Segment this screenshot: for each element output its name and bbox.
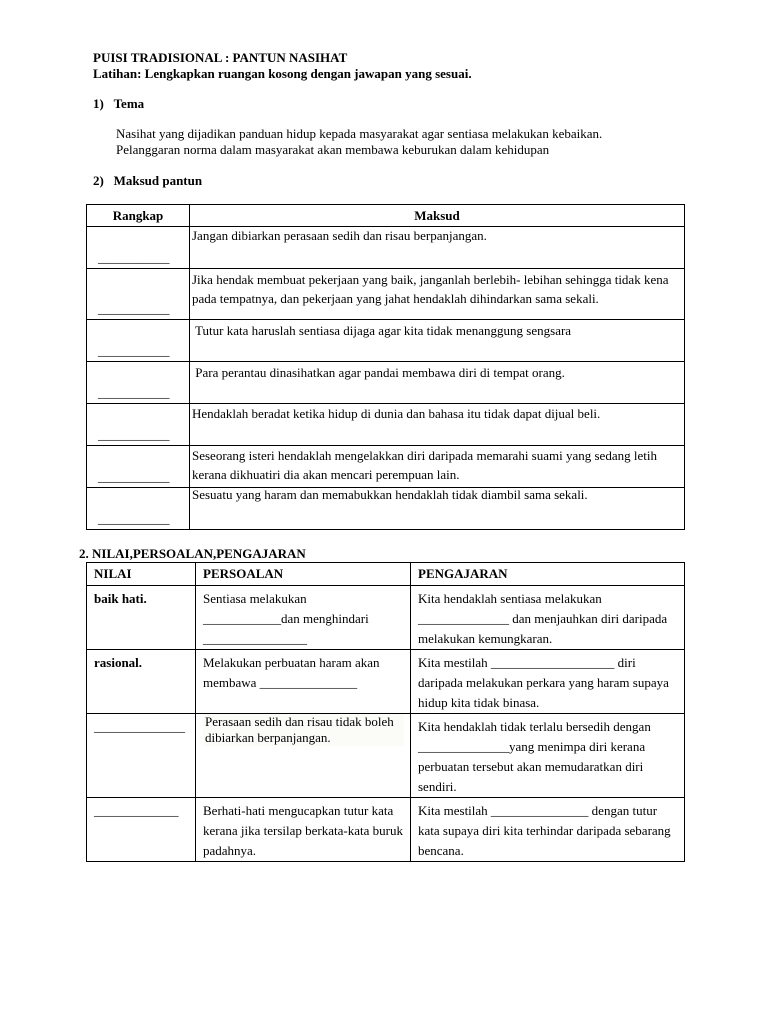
maksud-cell: Para perantau dinasihatkan agar pandai membawa diri di tempat orang. bbox=[190, 362, 685, 404]
persoalan-cell: Berhati-hati mengucapkan tutur kata kerana jika tersilap berkata-kata buruk padahnya. bbox=[196, 798, 411, 862]
column-header-maksud: Maksud bbox=[190, 205, 685, 227]
tema-line-1: Nasihat yang dijadikan panduan hidup kepada masyarakat agar sentiasa melakukan kebaikan. bbox=[116, 126, 603, 141]
maksud-cell: Jangan dibiarkan perasaan sedih dan risau berpanjangan. bbox=[190, 227, 685, 269]
document-title: PUISI TRADISIONAL : PANTUN NASIHAT bbox=[93, 50, 348, 65]
table-row bbox=[87, 446, 685, 488]
nilai-cell[interactable]: ______________ bbox=[87, 714, 196, 798]
table-row bbox=[87, 714, 685, 798]
table-row bbox=[87, 404, 685, 446]
persoalan-cell[interactable]: Melakukan perbuatan haram akan membawa _______________ bbox=[196, 650, 411, 714]
column-header-nilai: NILAI bbox=[87, 563, 196, 586]
persoalan-cell bbox=[196, 714, 411, 798]
maksud-header-row bbox=[87, 205, 685, 227]
column-header-persoalan: PERSOALAN bbox=[196, 563, 411, 586]
persoalan-text-box: Perasaan sedih dan risau tidak boleh dibiarkan berpanjangan. bbox=[203, 714, 404, 746]
maksud-cell: Sesuatu yang haram dan memabukkan hendaklah tidak diambil sama sekali. bbox=[190, 488, 685, 530]
maksud-cell: Jika hendak membuat pekerjaan yang baik, janganlah berlebih- lebihan sehingga tidak kena pada tempatnya, dan pekerjaan yang jahat hendaklah dihindarkan sama sekali. bbox=[190, 269, 685, 320]
rangkap-cell[interactable] bbox=[87, 488, 190, 530]
nilai-header-row bbox=[87, 563, 685, 586]
rangkap-cell[interactable] bbox=[87, 446, 190, 488]
table-row bbox=[87, 798, 685, 862]
pengajaran-cell[interactable]: Kita mestilah ___________________ diri daripada melakukan perkara yang haram supaya hidup kita tidak binasa. bbox=[411, 650, 685, 714]
column-header-pengajaran: PENGAJARAN bbox=[411, 563, 685, 586]
table-row bbox=[87, 650, 685, 714]
maksud-cell: Seseorang isteri hendaklah mengelakkan diri daripada memarahi suami yang sedang letih kerana dikhuatiri dia akan mencari perempuan lain. bbox=[190, 446, 685, 488]
maksud-table bbox=[86, 204, 685, 530]
table-row bbox=[87, 320, 685, 362]
nilai-cell[interactable]: _____________ bbox=[87, 798, 196, 862]
maksud-cell: Tutur kata haruslah sentiasa dijaga agar kita tidak menanggung sengsara bbox=[190, 320, 685, 362]
pengajaran-cell[interactable]: Kita hendaklah tidak terlalu bersedih dengan ______________yang menimpa diri kerana perbuatan tersebut akan memudaratkan diri sendiri. bbox=[411, 714, 685, 798]
blank-line: ___________ bbox=[98, 427, 170, 442]
section-tema-heading: 1) Tema bbox=[93, 96, 145, 111]
blank-line: ___________ bbox=[98, 301, 170, 316]
pengajaran-cell[interactable]: Kita hendaklah sentiasa melakukan ______________ dan menjauhkan diri daripada melakukan kemungkaran. bbox=[411, 586, 685, 650]
blank-line: ___________ bbox=[98, 469, 170, 484]
nilai-cell: baik hati. bbox=[87, 586, 196, 650]
blank-line: ___________ bbox=[98, 250, 170, 265]
table-row bbox=[87, 362, 685, 404]
table-row bbox=[87, 586, 685, 650]
blank-line: ___________ bbox=[98, 343, 170, 358]
nilai-cell: rasional. bbox=[87, 650, 196, 714]
table-row bbox=[87, 227, 685, 269]
maksud-cell: Hendaklah beradat ketika hidup di dunia dan bahasa itu tidak dapat dijual beli. bbox=[190, 404, 685, 446]
section-maksud-heading: 2) Maksud pantun bbox=[93, 173, 203, 188]
pengajaran-cell[interactable]: Kita mestilah _______________ dengan tutur kata supaya diri kita terhindar daripada sebarang bencana. bbox=[411, 798, 685, 862]
instruction-text: Latihan: Lengkapkan ruangan kosong dengan jawapan yang sesuai. bbox=[93, 66, 472, 81]
section-nilai-heading: 2. NILAI,PERSOALAN,PENGAJARAN bbox=[79, 546, 306, 561]
persoalan-cell[interactable]: Sentiasa melakukan ____________dan menghindari ________________ bbox=[196, 586, 411, 650]
rangkap-cell[interactable] bbox=[87, 269, 190, 320]
tema-line-2: Pelanggaran norma dalam masyarakat akan membawa keburukan dalam kehidupan bbox=[116, 142, 550, 157]
column-header-rangkap: Rangkap bbox=[87, 205, 190, 227]
blank-line: ___________ bbox=[98, 385, 170, 400]
blank-line: ___________ bbox=[98, 511, 170, 526]
table-row bbox=[87, 269, 685, 320]
table-row bbox=[87, 488, 685, 530]
rangkap-cell[interactable] bbox=[87, 227, 190, 269]
rangkap-cell[interactable] bbox=[87, 362, 190, 404]
nilai-table bbox=[86, 562, 685, 862]
rangkap-cell[interactable] bbox=[87, 320, 190, 362]
rangkap-cell[interactable] bbox=[87, 404, 190, 446]
